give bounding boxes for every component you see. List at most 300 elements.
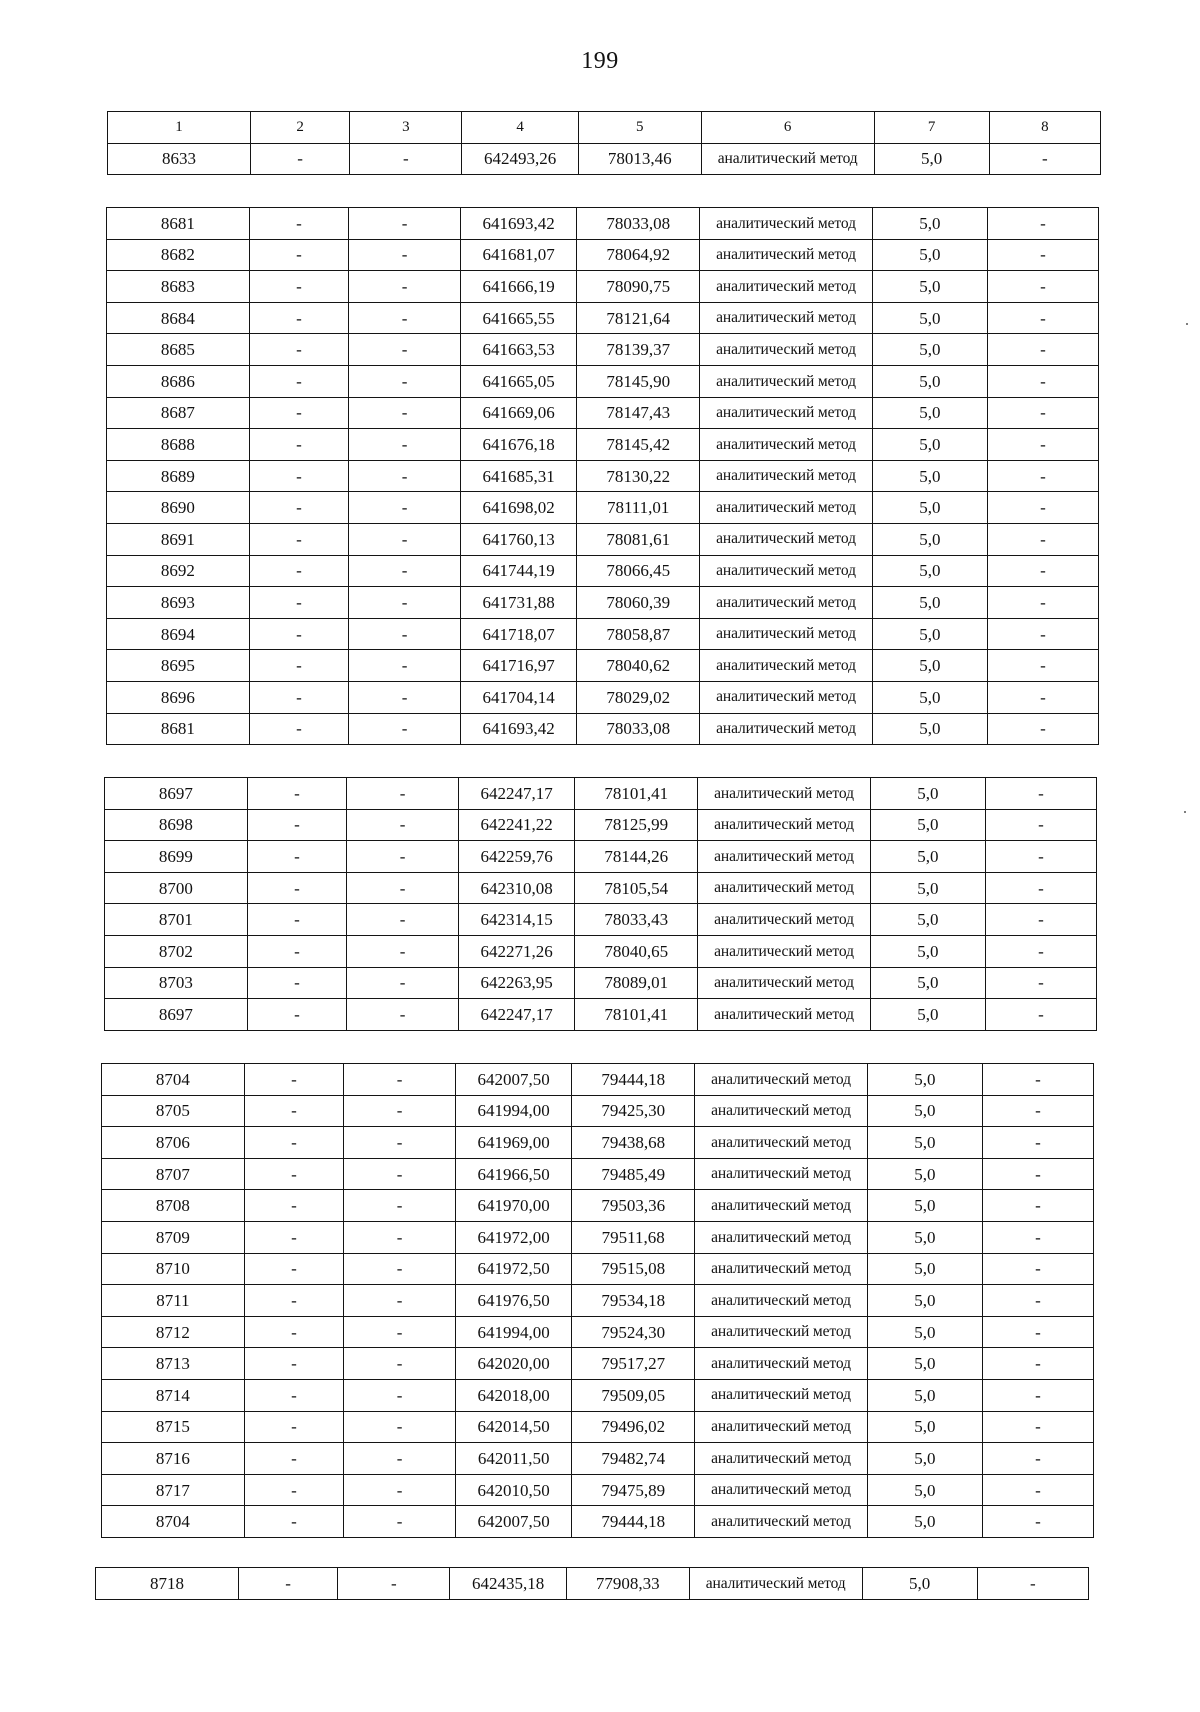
accuracy-cell: 5,0 [867, 1506, 982, 1538]
x-coordinate-cell: 642271,26 [459, 935, 575, 967]
column-8-cell: - [985, 904, 1096, 936]
column-3-cell: - [344, 1095, 456, 1127]
column-3-cell: - [349, 650, 461, 682]
accuracy-cell: 5,0 [867, 1316, 982, 1348]
point-number-cell: 8702 [105, 935, 248, 967]
y-coordinate-cell: 79515,08 [572, 1253, 695, 1285]
accuracy-cell: 5,0 [867, 1285, 982, 1317]
x-coordinate-cell: 641665,05 [461, 365, 577, 397]
column-2-cell: - [249, 713, 348, 745]
table-row [105, 778, 1097, 810]
table-row [105, 872, 1097, 904]
table-row [102, 1221, 1094, 1253]
column-3-cell: - [349, 208, 461, 240]
table-row [107, 555, 1099, 587]
point-number-cell: 8716 [102, 1443, 245, 1475]
accuracy-cell: 5,0 [870, 778, 985, 810]
method-cell: аналитический метод [700, 365, 873, 397]
column-2-cell: - [244, 1506, 343, 1538]
header-cell: 1 [108, 112, 251, 144]
column-8-cell: - [987, 397, 1098, 429]
x-coordinate-cell: 641994,00 [456, 1095, 572, 1127]
column-2-cell: - [247, 841, 346, 873]
column-3-cell: - [344, 1316, 456, 1348]
x-coordinate-cell: 642007,50 [456, 1506, 572, 1538]
accuracy-cell: 5,0 [867, 1348, 982, 1380]
method-cell: аналитический метод [695, 1443, 868, 1475]
accuracy-cell: 5,0 [867, 1221, 982, 1253]
table-row [107, 334, 1099, 366]
accuracy-cell: 5,0 [872, 618, 987, 650]
point-number-cell: 8710 [102, 1253, 245, 1285]
y-coordinate-cell: 79482,74 [572, 1443, 695, 1475]
column-8-cell: - [985, 999, 1096, 1031]
column-8-cell: - [987, 302, 1098, 334]
point-number-cell: 8704 [102, 1064, 245, 1096]
coordinates-table-1 [107, 111, 1101, 175]
x-coordinate-cell: 641663,53 [461, 334, 577, 366]
coordinates-table-2 [106, 207, 1099, 745]
method-cell: аналитический метод [700, 555, 873, 587]
column-3-cell: - [349, 365, 461, 397]
column-3-cell: - [349, 555, 461, 587]
column-2-cell: - [247, 967, 346, 999]
x-coordinate-cell: 642493,26 [462, 143, 578, 175]
point-number-cell: 8684 [107, 302, 250, 334]
method-cell: аналитический метод [700, 429, 873, 461]
table-row [107, 713, 1099, 745]
x-coordinate-cell: 641666,19 [461, 271, 577, 303]
point-number-cell: 8688 [107, 429, 250, 461]
x-coordinate-cell: 641676,18 [461, 429, 577, 461]
point-number-cell: 8711 [102, 1285, 245, 1317]
point-number-cell: 8692 [107, 555, 250, 587]
column-8-cell: - [985, 841, 1096, 873]
table-row [102, 1158, 1094, 1190]
x-coordinate-cell: 641698,02 [461, 492, 577, 524]
point-number-cell: 8693 [107, 587, 250, 619]
x-coordinate-cell: 641972,50 [456, 1253, 572, 1285]
method-cell: аналитический метод [700, 587, 873, 619]
column-3-cell: - [347, 872, 459, 904]
method-cell: аналитический метод [695, 1285, 868, 1317]
table-row [105, 904, 1097, 936]
method-cell: аналитический метод [700, 208, 873, 240]
column-3-cell: - [347, 904, 459, 936]
coordinates-table-4 [101, 1063, 1094, 1538]
point-number-cell: 8706 [102, 1127, 245, 1159]
point-number-cell: 8687 [107, 397, 250, 429]
column-2-cell: - [249, 460, 348, 492]
accuracy-cell: 5,0 [872, 713, 987, 745]
column-8-cell: - [985, 935, 1096, 967]
column-3-cell: - [338, 1568, 450, 1600]
accuracy-cell: 5,0 [872, 492, 987, 524]
column-8-cell: - [987, 460, 1098, 492]
column-3-cell: - [349, 271, 461, 303]
column-8-cell: - [987, 429, 1098, 461]
column-3-cell: - [349, 460, 461, 492]
point-number-cell: 8707 [102, 1158, 245, 1190]
column-8-cell: - [982, 1411, 1093, 1443]
x-coordinate-cell: 641970,00 [456, 1190, 572, 1222]
point-number-cell: 8700 [105, 872, 248, 904]
column-8-cell: - [982, 1443, 1093, 1475]
column-2-cell: - [244, 1158, 343, 1190]
column-2-cell: - [249, 271, 348, 303]
x-coordinate-cell: 641704,14 [461, 681, 577, 713]
point-number-cell: 8709 [102, 1221, 245, 1253]
column-3-cell: - [344, 1348, 456, 1380]
header-cell: 7 [874, 112, 989, 144]
x-coordinate-cell: 642010,50 [456, 1474, 572, 1506]
accuracy-cell: 5,0 [874, 143, 989, 175]
accuracy-cell: 5,0 [867, 1379, 982, 1411]
y-coordinate-cell: 78013,46 [578, 143, 701, 175]
table-row [107, 492, 1099, 524]
x-coordinate-cell: 642011,50 [456, 1443, 572, 1475]
y-coordinate-cell: 79511,68 [572, 1221, 695, 1253]
method-cell: аналитический метод [698, 935, 871, 967]
method-cell: аналитический метод [700, 460, 873, 492]
column-2-cell: - [249, 239, 348, 271]
column-2-cell: - [244, 1190, 343, 1222]
y-coordinate-cell: 79517,27 [572, 1348, 695, 1380]
column-3-cell: - [349, 302, 461, 334]
column-8-cell: - [987, 587, 1098, 619]
column-2-cell: - [249, 302, 348, 334]
point-number-cell: 8697 [105, 999, 248, 1031]
y-coordinate-cell: 79503,36 [572, 1190, 695, 1222]
table-row [102, 1348, 1094, 1380]
column-8-cell: - [987, 239, 1098, 271]
column-8-cell: - [982, 1379, 1093, 1411]
method-cell: аналитический метод [698, 841, 871, 873]
x-coordinate-cell: 641681,07 [461, 239, 577, 271]
table-block-4 [101, 1063, 1094, 1538]
point-number-cell: 8694 [107, 618, 250, 650]
column-3-cell: - [349, 523, 461, 555]
method-cell: аналитический метод [700, 523, 873, 555]
point-number-cell: 8705 [102, 1095, 245, 1127]
x-coordinate-cell: 641972,00 [456, 1221, 572, 1253]
column-2-cell: - [250, 143, 349, 175]
y-coordinate-cell: 78105,54 [575, 872, 698, 904]
table-row [102, 1316, 1094, 1348]
column-8-cell: - [982, 1316, 1093, 1348]
column-3-cell: - [344, 1127, 456, 1159]
x-coordinate-cell: 642259,76 [459, 841, 575, 873]
x-coordinate-cell: 641716,97 [461, 650, 577, 682]
accuracy-cell: 5,0 [867, 1095, 982, 1127]
column-8-cell: - [987, 365, 1098, 397]
accuracy-cell: 5,0 [867, 1064, 982, 1096]
column-3-cell: - [347, 935, 459, 967]
header-cell: 2 [250, 112, 349, 144]
table-block-2 [106, 207, 1099, 745]
scan-speck [1184, 811, 1186, 813]
column-8-cell: - [982, 1506, 1093, 1538]
column-2-cell: - [249, 429, 348, 461]
column-3-cell: - [344, 1379, 456, 1411]
column-2-cell: - [249, 618, 348, 650]
x-coordinate-cell: 641969,00 [456, 1127, 572, 1159]
point-number-cell: 8701 [105, 904, 248, 936]
method-cell: аналитический метод [695, 1316, 868, 1348]
column-3-cell: - [344, 1064, 456, 1096]
y-coordinate-cell: 78125,99 [575, 809, 698, 841]
column-2-cell: - [244, 1095, 343, 1127]
column-2-cell: - [249, 334, 348, 366]
method-cell: аналитический метод [698, 778, 871, 810]
method-cell: аналитический метод [698, 872, 871, 904]
y-coordinate-cell: 78089,01 [575, 967, 698, 999]
y-coordinate-cell: 79496,02 [572, 1411, 695, 1443]
y-coordinate-cell: 78130,22 [577, 460, 700, 492]
column-8-cell: - [982, 1253, 1093, 1285]
method-cell: аналитический метод [700, 713, 873, 745]
y-coordinate-cell: 79444,18 [572, 1064, 695, 1096]
y-coordinate-cell: 78060,39 [577, 587, 700, 619]
point-number-cell: 8713 [102, 1348, 245, 1380]
point-number-cell: 8708 [102, 1190, 245, 1222]
point-number-cell: 8690 [107, 492, 250, 524]
table-row [107, 365, 1099, 397]
accuracy-cell: 5,0 [872, 397, 987, 429]
x-coordinate-cell: 642435,18 [450, 1568, 566, 1600]
accuracy-cell: 5,0 [867, 1474, 982, 1506]
accuracy-cell: 5,0 [872, 460, 987, 492]
column-8-cell: - [985, 967, 1096, 999]
accuracy-cell: 5,0 [870, 967, 985, 999]
y-coordinate-cell: 78040,62 [577, 650, 700, 682]
column-8-cell: - [982, 1190, 1093, 1222]
column-3-cell: - [344, 1285, 456, 1317]
column-8-cell: - [989, 143, 1100, 175]
accuracy-cell: 5,0 [870, 841, 985, 873]
column-3-cell: - [344, 1221, 456, 1253]
table-row [105, 967, 1097, 999]
x-coordinate-cell: 642241,22 [459, 809, 575, 841]
x-coordinate-cell: 641693,42 [461, 713, 577, 745]
y-coordinate-cell: 79509,05 [572, 1379, 695, 1411]
column-2-cell: - [249, 681, 348, 713]
column-3-cell: - [347, 999, 459, 1031]
point-number-cell: 8685 [107, 334, 250, 366]
x-coordinate-cell: 641994,00 [456, 1316, 572, 1348]
column-2-cell: - [249, 492, 348, 524]
method-cell: аналитический метод [700, 618, 873, 650]
table-row [105, 999, 1097, 1031]
method-cell: аналитический метод [698, 967, 871, 999]
column-3-cell: - [344, 1158, 456, 1190]
x-coordinate-cell: 641669,06 [461, 397, 577, 429]
accuracy-cell: 5,0 [872, 365, 987, 397]
method-cell: аналитический метод [695, 1127, 868, 1159]
x-coordinate-cell: 641731,88 [461, 587, 577, 619]
column-8-cell: - [987, 492, 1098, 524]
column-3-cell: - [349, 397, 461, 429]
table-row [107, 523, 1099, 555]
x-coordinate-cell: 641665,55 [461, 302, 577, 334]
column-8-cell: - [982, 1064, 1093, 1096]
column-2-cell: - [249, 523, 348, 555]
column-3-cell: - [349, 618, 461, 650]
accuracy-cell: 5,0 [870, 904, 985, 936]
table-row [102, 1253, 1094, 1285]
column-8-cell: - [985, 778, 1096, 810]
method-cell: аналитический метод [698, 809, 871, 841]
method-cell: аналитический метод [700, 492, 873, 524]
y-coordinate-cell: 78033,08 [577, 713, 700, 745]
table-row [102, 1190, 1094, 1222]
accuracy-cell: 5,0 [872, 208, 987, 240]
header-cell: 8 [989, 112, 1100, 144]
method-cell: аналитический метод [689, 1568, 862, 1600]
column-2-cell: - [244, 1474, 343, 1506]
column-8-cell: - [982, 1285, 1093, 1317]
accuracy-cell: 5,0 [870, 809, 985, 841]
column-3-cell: - [347, 841, 459, 873]
column-2-cell: - [244, 1253, 343, 1285]
column-3-cell: - [344, 1443, 456, 1475]
column-2-cell: - [249, 555, 348, 587]
column-3-cell: - [344, 1190, 456, 1222]
point-number-cell: 8686 [107, 365, 250, 397]
accuracy-cell: 5,0 [867, 1190, 982, 1222]
accuracy-cell: 5,0 [867, 1158, 982, 1190]
table-row [102, 1443, 1094, 1475]
x-coordinate-cell: 642310,08 [459, 872, 575, 904]
column-8-cell: - [987, 618, 1098, 650]
table-row [108, 143, 1101, 175]
table-row [107, 460, 1099, 492]
y-coordinate-cell: 78040,65 [575, 935, 698, 967]
y-coordinate-cell: 77908,33 [566, 1568, 689, 1600]
point-number-cell: 8704 [102, 1506, 245, 1538]
x-coordinate-cell: 641693,42 [461, 208, 577, 240]
column-3-cell: - [347, 809, 459, 841]
table-block-1 [107, 111, 1101, 175]
column-2-cell: - [247, 999, 346, 1031]
column-2-cell: - [244, 1316, 343, 1348]
column-2-cell: - [247, 935, 346, 967]
y-coordinate-cell: 79438,68 [572, 1127, 695, 1159]
x-coordinate-cell: 641976,50 [456, 1285, 572, 1317]
y-coordinate-cell: 78111,01 [577, 492, 700, 524]
point-number-cell: 8714 [102, 1379, 245, 1411]
table-row [107, 650, 1099, 682]
y-coordinate-cell: 78064,92 [577, 239, 700, 271]
table-row [107, 239, 1099, 271]
table-row [102, 1411, 1094, 1443]
accuracy-cell: 5,0 [872, 650, 987, 682]
table-row [102, 1095, 1094, 1127]
y-coordinate-cell: 78081,61 [577, 523, 700, 555]
column-2-cell: - [244, 1348, 343, 1380]
column-8-cell: - [987, 555, 1098, 587]
accuracy-cell: 5,0 [870, 999, 985, 1031]
method-cell: аналитический метод [700, 397, 873, 429]
column-8-cell: - [982, 1158, 1093, 1190]
x-coordinate-cell: 642020,00 [456, 1348, 572, 1380]
accuracy-cell: 5,0 [867, 1443, 982, 1475]
x-coordinate-cell: 641685,31 [461, 460, 577, 492]
x-coordinate-cell: 642247,17 [459, 999, 575, 1031]
column-2-cell: - [247, 809, 346, 841]
table-row [96, 1568, 1089, 1600]
y-coordinate-cell: 79485,49 [572, 1158, 695, 1190]
column-3-cell: - [344, 1411, 456, 1443]
point-number-cell: 8718 [96, 1568, 239, 1600]
column-8-cell: - [987, 208, 1098, 240]
method-cell: аналитический метод [700, 650, 873, 682]
column-8-cell: - [977, 1568, 1088, 1600]
y-coordinate-cell: 78121,64 [577, 302, 700, 334]
point-number-cell: 8682 [107, 239, 250, 271]
column-8-cell: - [982, 1127, 1093, 1159]
method-cell: аналитический метод [695, 1474, 868, 1506]
column-8-cell: - [987, 523, 1098, 555]
column-2-cell: - [249, 587, 348, 619]
column-8-cell: - [987, 271, 1098, 303]
accuracy-cell: 5,0 [867, 1253, 982, 1285]
column-3-cell: - [349, 429, 461, 461]
table-row [107, 208, 1099, 240]
accuracy-cell: 5,0 [872, 334, 987, 366]
column-2-cell: - [249, 208, 348, 240]
table-row [107, 302, 1099, 334]
point-number-cell: 8697 [105, 778, 248, 810]
column-8-cell: - [982, 1221, 1093, 1253]
table-row [107, 618, 1099, 650]
point-number-cell: 8633 [108, 143, 251, 175]
method-cell: аналитический метод [698, 999, 871, 1031]
header-row [108, 112, 1101, 144]
table-row [107, 397, 1099, 429]
header-cell: 4 [462, 112, 578, 144]
accuracy-cell: 5,0 [872, 587, 987, 619]
y-coordinate-cell: 78144,26 [575, 841, 698, 873]
method-cell: аналитический метод [695, 1190, 868, 1222]
accuracy-cell: 5,0 [872, 302, 987, 334]
column-8-cell: - [985, 872, 1096, 904]
y-coordinate-cell: 78033,08 [577, 208, 700, 240]
method-cell: аналитический метод [701, 143, 874, 175]
column-3-cell: - [349, 239, 461, 271]
column-2-cell: - [244, 1411, 343, 1443]
accuracy-cell: 5,0 [870, 935, 985, 967]
method-cell: аналитический метод [700, 681, 873, 713]
table-row [102, 1285, 1094, 1317]
table-row [102, 1064, 1094, 1096]
y-coordinate-cell: 79524,30 [572, 1316, 695, 1348]
column-3-cell: - [347, 967, 459, 999]
table-row [102, 1474, 1094, 1506]
point-number-cell: 8689 [107, 460, 250, 492]
column-8-cell: - [987, 681, 1098, 713]
y-coordinate-cell: 78101,41 [575, 999, 698, 1031]
accuracy-cell: 5,0 [867, 1411, 982, 1443]
x-coordinate-cell: 641718,07 [461, 618, 577, 650]
y-coordinate-cell: 79444,18 [572, 1506, 695, 1538]
method-cell: аналитический метод [695, 1158, 868, 1190]
point-number-cell: 8683 [107, 271, 250, 303]
coordinates-table-3 [104, 777, 1097, 1031]
point-number-cell: 8698 [105, 809, 248, 841]
method-cell: аналитический метод [695, 1253, 868, 1285]
column-3-cell: - [350, 143, 462, 175]
